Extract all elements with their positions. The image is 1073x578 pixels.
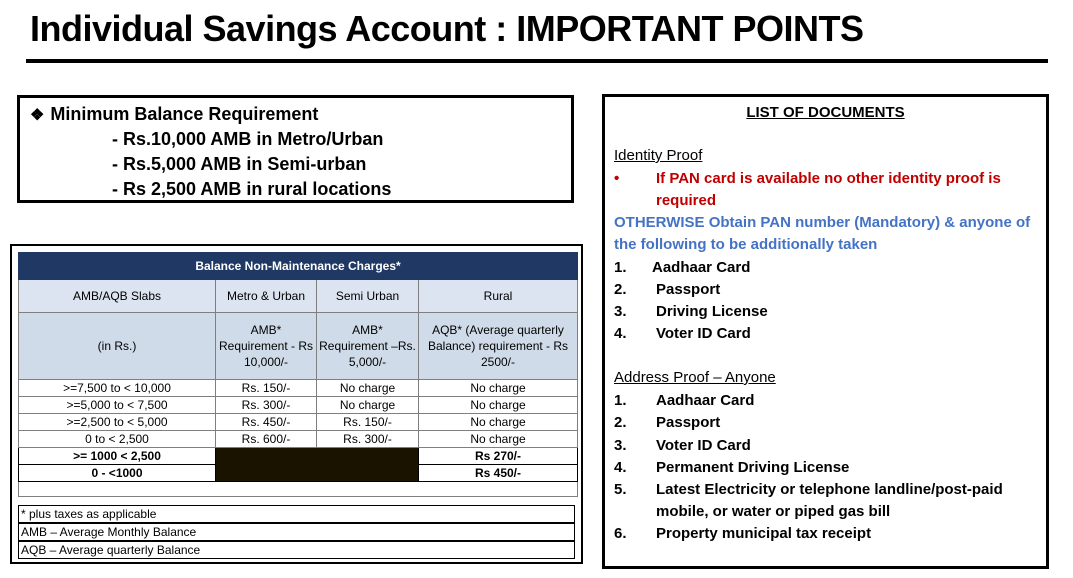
charges-table: [18, 252, 578, 497]
table-cell: 0 - <1000: [19, 465, 216, 482]
documents-box: [602, 94, 1049, 569]
documents-title: LIST OF DOCUMENTS: [746, 104, 905, 121]
identity-proof-heading: Identity Proof: [614, 147, 703, 164]
note-line: * plus taxes as applicable: [18, 505, 575, 523]
spacer-row: [19, 482, 578, 497]
sub-header: AQB* (Average quarterly Balance) requirement - Rs 2500/-: [419, 313, 578, 380]
otherwise-note: OTHERWISE Obtain PAN number (Mandatory) & anyone of the following to be additionally taken: [614, 214, 1031, 253]
table-cell: >=2,500 to < 5,000: [19, 414, 216, 431]
title-underline: [26, 59, 1048, 63]
pan-note: [614, 168, 1039, 212]
list-item: 1. Aadhaar Card: [614, 259, 751, 276]
table-cell: No charge: [419, 397, 578, 414]
min-balance-heading: Minimum Balance Requirement: [50, 104, 319, 124]
table-cell: >=7,500 to < 10,000: [19, 380, 216, 397]
address-proof-heading: Address Proof – Anyone: [614, 369, 776, 386]
charges-table-title: Balance Non-Maintenance Charges*: [19, 253, 578, 280]
table-cell: Rs. 150/-: [317, 414, 419, 431]
list-item: 5. Latest Electricity or telephone landline/post-paid mobile, or water or piped gas bill: [614, 481, 1003, 520]
min-balance-line: - Rs.5,000 AMB in Semi-urban: [112, 154, 367, 174]
table-row: [19, 448, 578, 465]
table-cell: Rs. 300/-: [317, 431, 419, 448]
table-row: [19, 380, 578, 397]
col-header: Rural: [419, 280, 578, 313]
table-cell: No charge: [419, 431, 578, 448]
col-header: Metro & Urban: [216, 280, 317, 313]
table-cell: >= 1000 < 2,500: [19, 448, 216, 465]
col-header: Semi Urban: [317, 280, 419, 313]
table-cell: Rs 270/-: [419, 448, 578, 465]
table-notes: [18, 505, 575, 559]
sub-header: (in Rs.): [19, 313, 216, 380]
diamond-bullet-icon: ❖: [30, 107, 45, 124]
sub-header: AMB* Requirement - Rs 10,000/-: [216, 313, 317, 380]
note-line: AMB – Average Monthly Balance: [18, 523, 575, 541]
min-balance-heading-row: [30, 104, 318, 125]
table-cell: No charge: [419, 380, 578, 397]
list-item: 1. Aadhaar Card: [614, 392, 755, 409]
table-row: [19, 414, 578, 431]
table-cell: >=5,000 to < 7,500: [19, 397, 216, 414]
table-cell: Rs. 300/-: [216, 397, 317, 414]
table-row: [19, 431, 578, 448]
min-balance-line: - Rs.10,000 AMB in Metro/Urban: [112, 129, 384, 149]
col-header: AMB/AQB Slabs: [19, 280, 216, 313]
list-item: 6. Property municipal tax receipt: [614, 525, 872, 542]
pan-note-text: If PAN card is available no other identity proof is required: [656, 170, 1001, 209]
charges-table-box: [10, 244, 583, 564]
table-cell: 0 to < 2,500: [19, 431, 216, 448]
table-cell: Rs. 450/-: [216, 414, 317, 431]
table-row: [19, 397, 578, 414]
bullet: •: [614, 170, 620, 187]
list-item: 2. Passport: [614, 281, 721, 298]
note-line: AQB – Average quarterly Balance: [18, 541, 575, 559]
table-cell: No charge: [419, 414, 578, 431]
table-cell: Rs. 150/-: [216, 380, 317, 397]
list-item: 3. Voter ID Card: [614, 437, 751, 454]
blacked-out-cell: [216, 448, 419, 482]
table-cell: Rs 450/-: [419, 465, 578, 482]
table-cell: No charge: [317, 397, 419, 414]
list-item: 2. Passport: [614, 414, 721, 431]
min-balance-box: [17, 95, 574, 203]
list-item: 3. Driving License: [614, 303, 768, 320]
min-balance-line: - Rs 2,500 AMB in rural locations: [112, 179, 392, 199]
sub-header: AMB* Requirement –Rs. 5,000/-: [317, 313, 419, 380]
list-item: 4. Voter ID Card: [614, 325, 751, 342]
table-cell: No charge: [317, 380, 419, 397]
list-item: 4. Permanent Driving License: [614, 459, 850, 476]
page-title: Individual Savings Account : IMPORTANT POINTS: [30, 8, 864, 49]
table-cell: Rs. 600/-: [216, 431, 317, 448]
